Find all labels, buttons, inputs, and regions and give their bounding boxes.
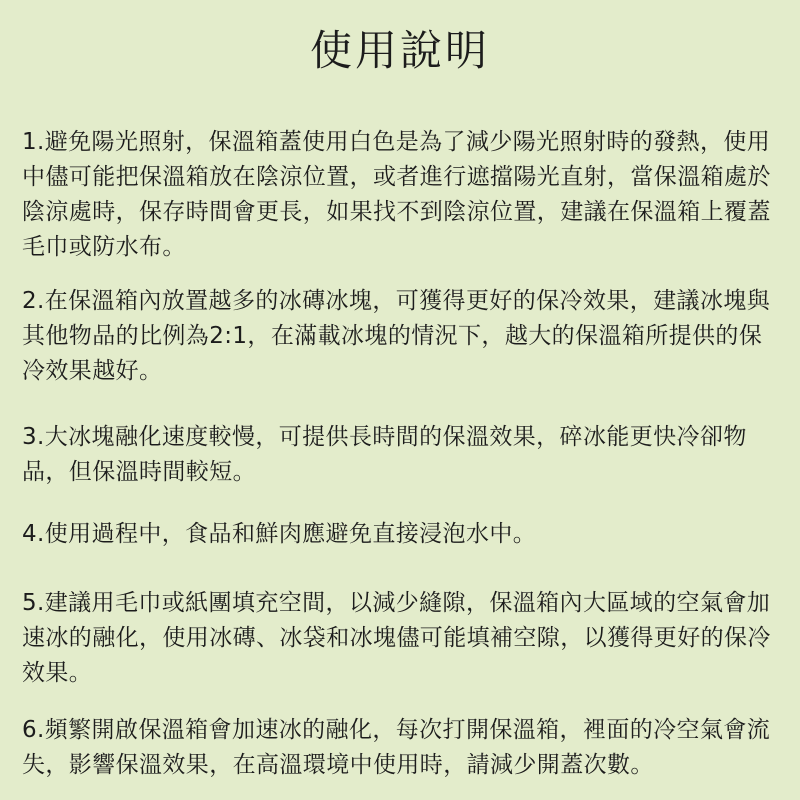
page-title: 使用說明 bbox=[309, 26, 490, 75]
instruction-item-1: 1.避免陽光照射，保溫箱蓋使用白色是為了減少陽光照射時的發熱，使用中儘可能把保溫箱放在陰涼位置，或者進行遮擋陽光直射，當保溫箱處於陰涼處時，保存時間會更長，如果找不到陰涼位置，建議在保溫箱上覆蓋毛巾或防水布。 bbox=[22, 129, 771, 260]
instruction-item-4: 4.使用過程中，食品和鮮肉應避免直接浸泡水中。 bbox=[22, 521, 537, 547]
instruction-item-3: 3.大冰塊融化速度較慢，可提供長時間的保溫效果，碎冰能更快冷卻物品，但保溫時間較短。 bbox=[22, 424, 747, 485]
instruction-item-2: 2.在保溫箱內放置越多的冰磚冰塊，可獲得更好的保冷效果，建議冰塊與其他物品的比例為2:1，在滿載冰塊的情況下，越大的保溫箱所提供的保冷效果越好。 bbox=[22, 288, 771, 384]
instruction-item-5: 5.建議用毛巾或紙團填充空間，以減少縫隙，保溫箱內大區域的空氣會加速冰的融化，使用冰磚、冰袋和冰塊儘可能填補空隙，以獲得更好的保冷效果。 bbox=[22, 590, 771, 686]
instruction-item-6: 6.頻繁開啟保溫箱會加速冰的融化，每次打開保溫箱，裡面的冷空氣會流失，影響保溫效果，在高溫環境中使用時，請減少開蓋次數。 bbox=[22, 717, 771, 778]
